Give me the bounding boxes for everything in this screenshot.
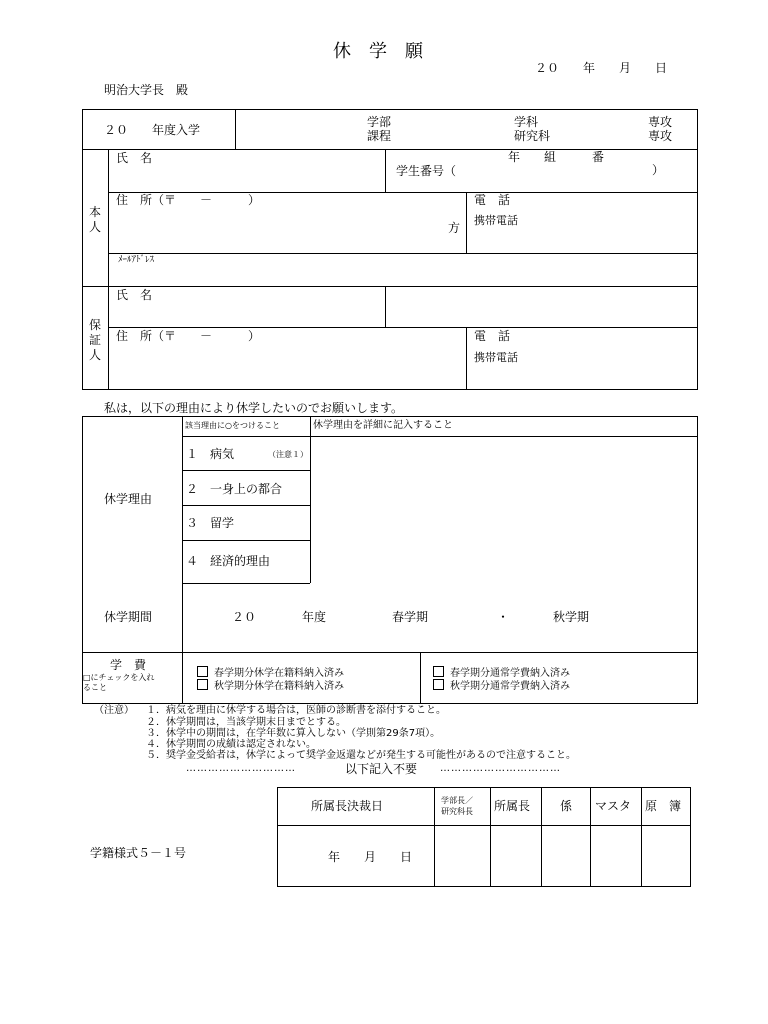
period-row-label: 休学期間 <box>104 610 153 624</box>
addressee: 明治大学長 殿 <box>104 83 189 97</box>
note-item: １．病気を理由に休学する場合は，医師の診断書を添付すること。 <box>146 705 446 716</box>
reason-row-label: 休学理由 <box>104 492 153 506</box>
course-label: 課程 <box>367 129 392 143</box>
email-label: ﾒｰﾙｱﾄﾞﾚｽ <box>118 255 155 265</box>
guarantor-mobile-label: 携帯電話 <box>474 351 518 364</box>
period-spring: 春学期 <box>392 610 429 624</box>
note-item: ４．休学期間の成績は認定されない。 <box>146 739 316 750</box>
checkbox-icon[interactable] <box>433 666 444 677</box>
fee-spring-regular[interactable]: 春学期分通常学費納入済み <box>433 666 570 679</box>
student-number-label: 学生番号（ <box>396 164 457 178</box>
reason-note-ref: （注意１） <box>268 450 308 459</box>
faculty-label: 学部 <box>367 115 392 129</box>
office-date-row: 年 月 日 <box>328 850 413 864</box>
form-title: 休 学 願 <box>333 41 423 62</box>
reason-detail-hint: 休学理由を詳細に記入すること <box>313 420 453 431</box>
office-head-header: 所属長 <box>494 799 531 813</box>
checkbox-icon[interactable] <box>197 666 208 677</box>
reason-option-study-abroad: ３ 留学 <box>186 516 235 530</box>
reason-table <box>82 416 698 704</box>
reason-select-hint: 該当理由に○をつけること <box>185 421 280 430</box>
office-master-header: マスタ <box>595 799 632 813</box>
office-dean-header-2: 研究科長 <box>441 807 473 816</box>
office-ledger-header: 原 簿 <box>645 799 682 813</box>
fee-autumn-leave[interactable]: 秋学期分休学在籍料納入済み <box>197 679 344 692</box>
separator-dots-right: …………………………… <box>440 763 561 774</box>
reason-option-personal: ２ 一身上の都合 <box>186 482 283 496</box>
period-year-suffix: 年度 <box>302 610 327 624</box>
fee-spring-leave[interactable]: 春学期分休学在籍料納入済み <box>197 666 344 679</box>
student-section-label: 本人 <box>88 205 101 234</box>
guarantor-address-label: 住 所（〒 － ） <box>116 329 261 343</box>
fees-hint: □にチェックを入れ <box>83 673 155 682</box>
student-number-class: 年 組 番 <box>508 150 605 164</box>
fees-label: 学 費 <box>110 658 147 672</box>
grad-dept-label: 研究科 <box>514 129 551 143</box>
office-dean-header: 学部長／ <box>441 796 473 805</box>
period-autumn: 秋学期 <box>553 610 590 624</box>
note-item: ３．休学中の期間は，在学年数に算入しない（学則第29条7項）。 <box>146 728 441 739</box>
guarantor-section-label: 保証人 <box>88 318 101 362</box>
note-item: ５．奨学金受給者は，休学によって奨学金返還などが発生する可能性があるので注意すること。 <box>146 750 576 761</box>
guarantor-name-label: 氏 名 <box>116 288 153 302</box>
notes-label: （注意） <box>94 705 134 716</box>
checkbox-icon[interactable] <box>433 679 444 690</box>
form-number: 学籍様式５－１号 <box>90 846 187 860</box>
office-decision-date-header: 所属長決裁日 <box>311 799 384 813</box>
student-phone-label: 電 話 <box>474 193 511 207</box>
reason-option-financial: ４ 経済的理由 <box>186 554 271 568</box>
student-mobile-label: 携帯電話 <box>474 214 518 227</box>
student-number-close: ） <box>652 163 665 177</box>
office-staff-header: 係 <box>560 799 573 813</box>
student-address-label: 住 所（〒 － ） <box>116 193 261 207</box>
fee-autumn-regular[interactable]: 秋学期分通常学費納入済み <box>433 679 570 692</box>
guarantor-phone-label: 電 話 <box>474 329 511 343</box>
major-label-2: 専攻 <box>648 129 673 143</box>
student-name-label: 氏 名 <box>116 151 153 165</box>
separator-dots-left: ………………………… <box>186 763 296 774</box>
personal-info-table <box>82 109 698 390</box>
separator-text: 以下記入不要 <box>345 762 418 776</box>
checkbox-icon[interactable] <box>197 679 208 690</box>
note-item: ２．休学期間は，当該学期末日までとする。 <box>146 717 346 728</box>
request-statement: 私は，以下の理由により休学したいのでお願いします。 <box>104 401 404 415</box>
fees-hint-2: ること <box>83 683 107 692</box>
enrollment-year: ２０ 年度入学 <box>104 123 201 137</box>
reason-option-illness: １ 病気 <box>186 447 235 461</box>
period-year: ２０ <box>232 610 257 624</box>
period-dot: ・ <box>497 610 510 624</box>
care-of-label: 方 <box>448 221 461 235</box>
date-line: ２０ 年 月 日 <box>535 61 668 75</box>
dept-label: 学科 <box>514 115 539 129</box>
major-label: 専攻 <box>648 115 673 129</box>
